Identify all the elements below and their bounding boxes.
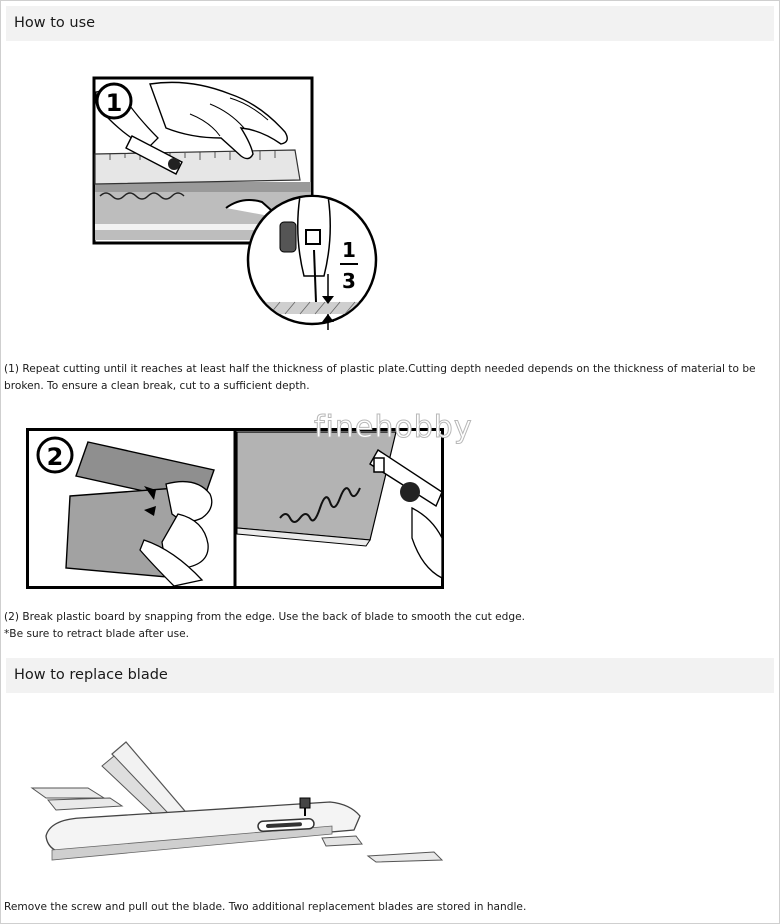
- step2-badge: 2: [46, 443, 64, 471]
- step2-note: *Be sure to retract blade after use.: [4, 628, 189, 640]
- step2-illustration: [26, 428, 444, 590]
- section-header-how-to-use: How to use: [6, 6, 774, 41]
- watermark: finehobby: [314, 410, 473, 445]
- step1-illustration: [90, 74, 385, 330]
- fraction-denominator: 3: [342, 269, 356, 293]
- fraction-numerator: 1: [342, 238, 356, 262]
- step1-caption: (1) Repeat cutting until it reaches at least half the thickness of plastic plate.Cutting depth needed depends on the thickness of material to be broken. To ensure a clean break, cut to a sufficient depth.: [4, 363, 756, 392]
- step2-caption: (2) Break plastic board by snapping from the edge. Use the back of blade to smooth the cut edge.: [4, 611, 525, 623]
- section-header-replace-blade: How to replace blade: [6, 658, 774, 693]
- blade-replacement-illustration: [26, 740, 450, 870]
- step1-badge: 1: [105, 89, 123, 117]
- replace-blade-caption: Remove the screw and pull out the blade. Two additional replacement blades are stored in handle.: [4, 901, 527, 913]
